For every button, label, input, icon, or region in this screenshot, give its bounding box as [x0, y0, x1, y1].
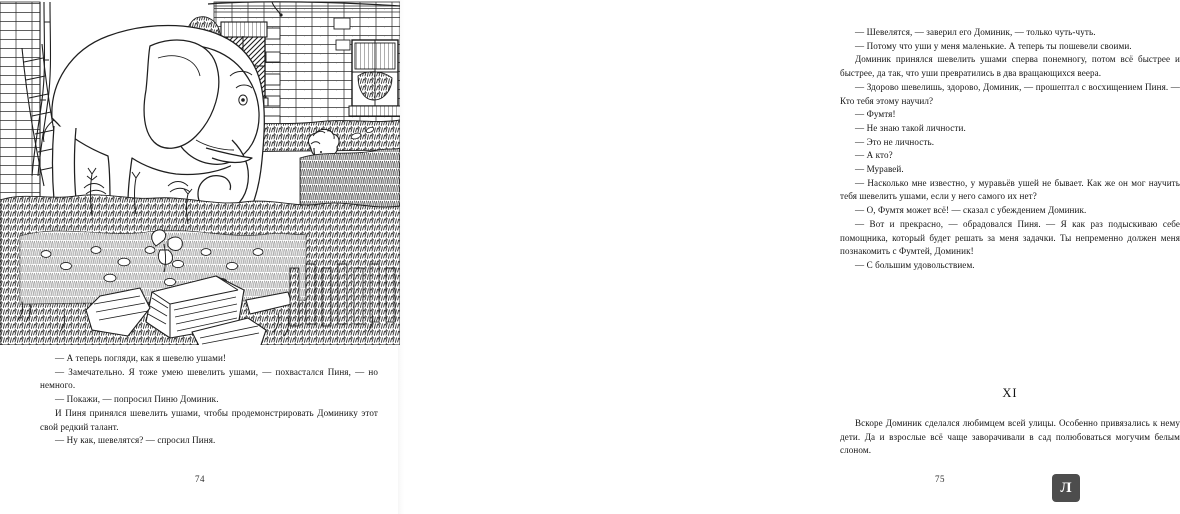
publisher-logo: [1052, 474, 1080, 502]
paragraph: — Насколько мне известно, у муравьёв ушей не бывает. Как же он мог научить тебя шевелить ушами, если у него самого их нет?: [840, 177, 1180, 202]
paragraph: Доминик принялся шевелить ушами сперва понемногу, потом всё быстрее и быстрее, да так, что уши превратились в два вращающихся веера.: [840, 54, 1180, 79]
left-page: [0, 0, 400, 514]
right-page-body-text-upper: [840, 26, 1180, 273]
white-elephant-in-garden-illustration: [0, 0, 400, 345]
page-number-right: 75: [935, 474, 945, 484]
fence-pickets: [290, 264, 395, 326]
paragraph: — Не знаю такой личности.: [855, 122, 966, 133]
right-page-body-text-lower: [840, 417, 1180, 458]
paragraph: — О, Фумтя может всё! — сказал с убеждением Доминик.: [855, 205, 1087, 216]
paragraph: — Покажи, — попросил Пиню Доминик.: [55, 394, 219, 405]
page-number-left: 74: [195, 474, 205, 484]
paragraph: — А теперь погляди, как я шевелю ушами!: [55, 353, 227, 363]
paragraph: — Ну как, шевелятся? — спросил Пиня.: [55, 435, 216, 446]
paragraph: — Муравей.: [855, 164, 904, 175]
paragraph: — Фумтя!: [855, 109, 896, 120]
elephant-front-leg: [53, 126, 77, 200]
wall-pilaster: [0, 2, 40, 202]
illustration-svg: [0, 0, 400, 345]
paragraph: — Это не личность.: [855, 136, 935, 147]
paragraph: — Замечательно. Я тоже умею шевелить ушами, — похвастался Пиня, — но немного.: [40, 366, 378, 391]
paragraph: — Шевелятся, — заверил его Доминик, — только чуть-чуть.: [855, 27, 1096, 37]
paragraph: — С большим удовольствием.: [855, 259, 975, 270]
paragraph: — Здорово шевелишь, здорово, Доминик, — прошептал с восхищением Пиня. — Кто тебя этому научил?: [840, 81, 1180, 106]
paragraph: И Пиня принялся шевелить ушами, чтобы продемонстрировать Доминику этот свой редкий талант.: [40, 407, 378, 432]
left-page-body-text: [40, 352, 378, 448]
paragraph: — А кто?: [855, 150, 893, 161]
paragraph: Вскоре Доминик сделался любимцем всей улицы. Особенно привязались к нему дети. Да и взрослые всё чаще заворачивали в сад полюбоваться могучим белым слоном.: [840, 418, 1180, 456]
window-right: [349, 40, 401, 116]
right-page: [400, 0, 1180, 514]
paragraph: — Вот и прекрасно, — обрадовался Пиня. — Я как раз подыскиваю себе помощника, который будет решать за меня задачки. Ты непременно должен меня познакомить с Фумтей, Доминик!: [840, 218, 1180, 257]
chapter-heading: XI: [1002, 386, 1018, 400]
publisher-logo-glyph: Л: [1060, 479, 1072, 496]
paragraph: — Потому что уши у меня маленькие. А теперь ты пошевели своими.: [855, 40, 1132, 51]
